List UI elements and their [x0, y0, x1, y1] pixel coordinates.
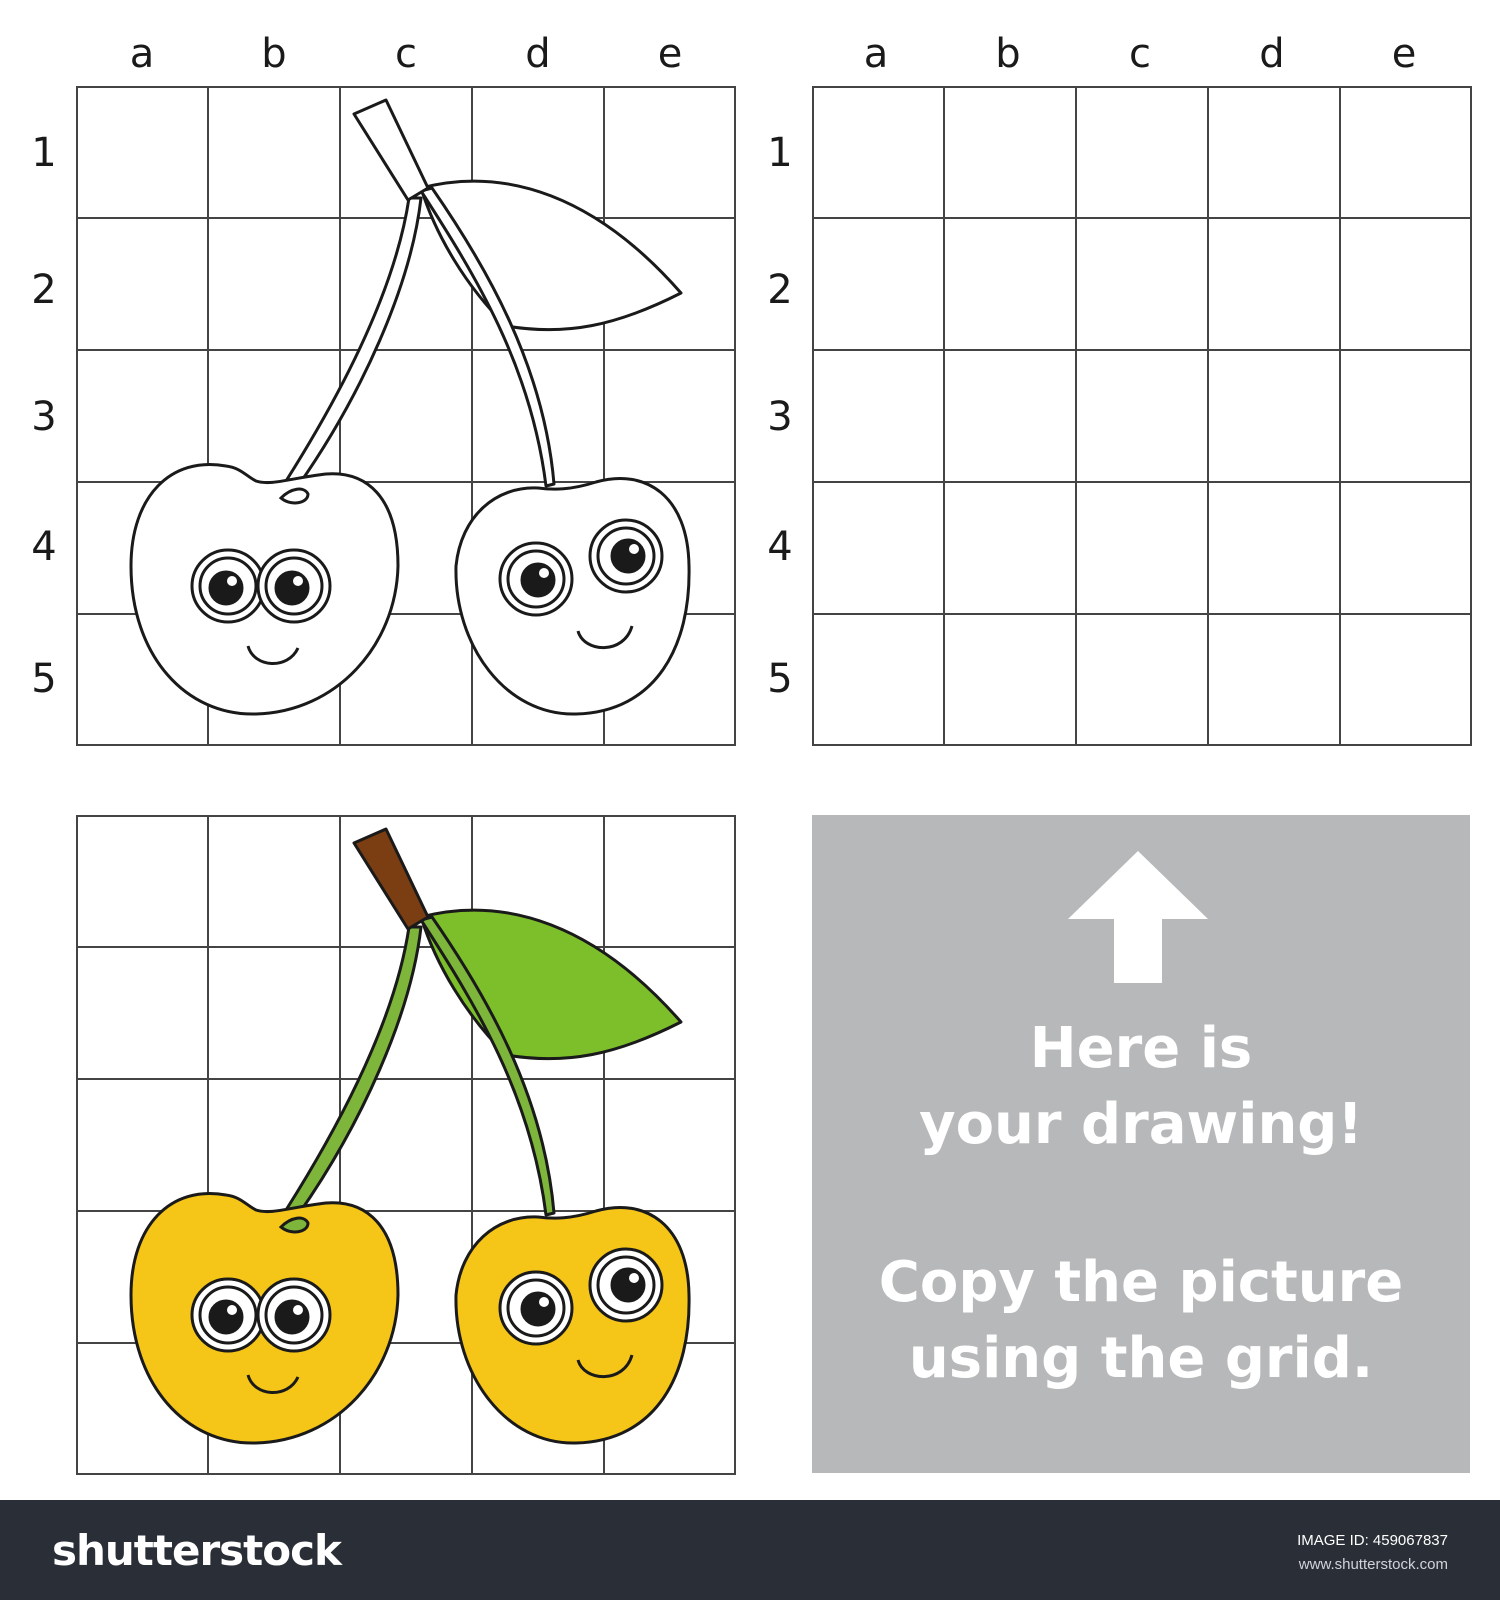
row-label-3: 3 — [767, 394, 793, 440]
message-line-3: Copy the picture — [878, 1250, 1404, 1315]
brand-logo: shutterstock — [52, 1526, 341, 1575]
instruction-panel — [812, 815, 1470, 1473]
footer-bar — [0, 1500, 1500, 1600]
colored-cherry-grid — [76, 815, 736, 1475]
row-label-1: 1 — [767, 130, 793, 176]
row-label-2: 2 — [767, 267, 793, 313]
row-label-1: 1 — [31, 130, 57, 176]
column-label-b: b — [995, 31, 1021, 77]
column-label-e: e — [657, 31, 683, 77]
twig-outline — [354, 100, 428, 200]
column-label-b: b — [261, 31, 287, 77]
right-cherry — [456, 1208, 689, 1444]
column-label-a: a — [863, 31, 889, 77]
column-label-e: e — [1391, 31, 1417, 77]
column-label-d: d — [1259, 31, 1285, 77]
message-line-4: using the grid. — [908, 1326, 1374, 1391]
column-label-d: d — [525, 31, 551, 77]
twig — [354, 829, 428, 929]
row-label-4: 4 — [767, 524, 793, 570]
cherry-outline-drawing — [131, 100, 689, 714]
empty-drawing-grid[interactable] — [812, 86, 1472, 746]
message-line-1: Here is — [1029, 1016, 1253, 1081]
arrow-up-icon — [1068, 851, 1208, 983]
message-line-2: your drawing! — [919, 1092, 1363, 1157]
cherry-color-drawing — [131, 829, 689, 1443]
image-id-text: IMAGE ID: 459067837 — [1297, 1532, 1448, 1549]
site-url-text: www.shutterstock.com — [1298, 1556, 1448, 1573]
row-label-4: 4 — [31, 524, 57, 570]
row-label-5: 5 — [767, 656, 793, 702]
column-label-c: c — [395, 31, 417, 77]
right-cherry-outline — [456, 479, 689, 715]
outline-cherry-grid — [76, 86, 736, 746]
row-label-5: 5 — [31, 656, 57, 702]
column-label-a: a — [129, 31, 155, 77]
column-label-c: c — [1129, 31, 1151, 77]
row-label-2: 2 — [31, 267, 57, 313]
row-label-3: 3 — [31, 394, 57, 440]
